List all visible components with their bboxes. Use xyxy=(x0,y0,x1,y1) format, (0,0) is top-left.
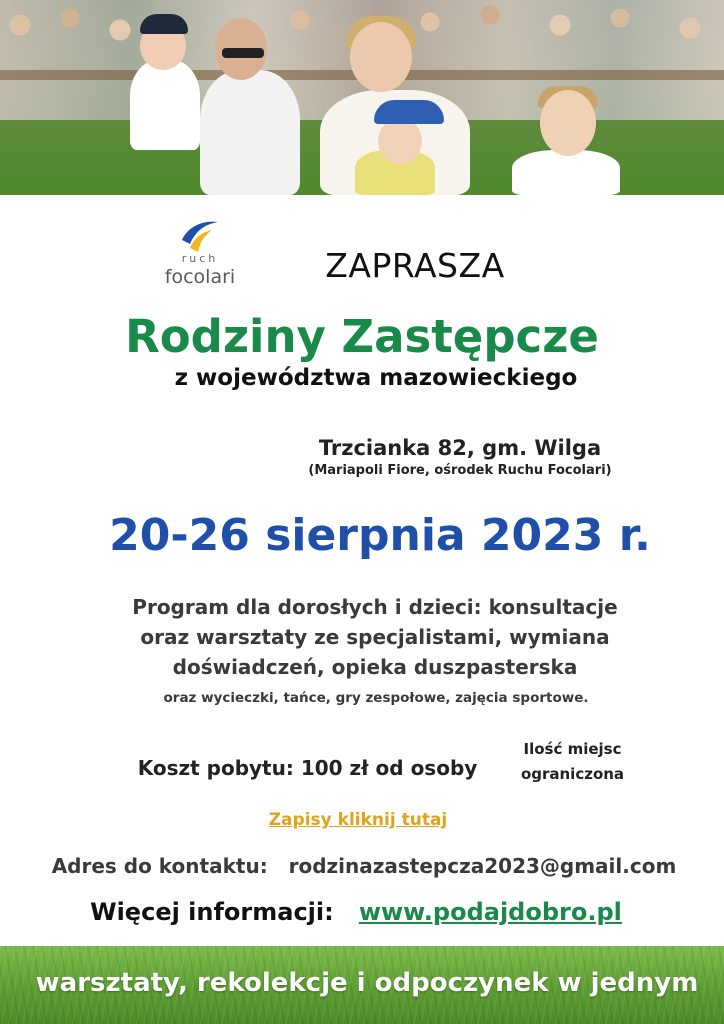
program-line: oraz warsztaty ze specjalistami, wymiana xyxy=(140,625,610,649)
website-link[interactable]: www.podajdobro.pl xyxy=(358,898,622,926)
boy-figure-white-shirt xyxy=(512,150,620,195)
program-description xyxy=(90,592,660,682)
location-address: Trzcianka 82, gm. Wilga xyxy=(318,436,602,460)
page-title: Rodziny Zastępcze xyxy=(125,310,599,363)
woman-head xyxy=(350,22,412,92)
invite-heading: ZAPRASZA xyxy=(325,246,505,285)
contact-line xyxy=(0,854,724,878)
footer-grass-banner xyxy=(0,946,724,1024)
boy-blue-cap xyxy=(374,100,444,124)
boy-head-smiling xyxy=(540,90,596,156)
boy-head-blue-cap xyxy=(378,118,422,164)
logo-focolari-text: focolari xyxy=(164,266,236,288)
focolari-logo xyxy=(158,216,242,296)
more-info-label: Więcej informacji: xyxy=(90,898,334,926)
sunglasses xyxy=(222,48,264,58)
contact-label: Adres do kontaktu: xyxy=(51,854,268,878)
cost-info: Koszt pobytu: 100 zł od osoby xyxy=(137,756,478,780)
program-line: doświadczeń, opieka duszpasterska xyxy=(172,655,578,679)
header-photo xyxy=(0,0,724,195)
focolari-logo-mark-icon xyxy=(178,218,222,254)
logo-ruch-text: ruch xyxy=(181,252,219,265)
more-info-line xyxy=(0,898,712,926)
toddler-figure xyxy=(130,60,200,150)
seats-line: ograniczona xyxy=(520,765,625,783)
toddler-cap xyxy=(140,14,188,34)
man-figure xyxy=(200,70,300,195)
signup-link[interactable]: Zapisy kliknij tutaj xyxy=(268,810,448,830)
program-line: Program dla dorosłych i dzieci: konsultacje xyxy=(132,595,618,619)
footer-tagline: warsztaty, rekolekcje i odpoczynek w jednym xyxy=(35,968,699,998)
event-dates: 20-26 sierpnia 2023 r. xyxy=(109,510,651,561)
program-extra: oraz wycieczki, tańce, gry zespołowe, zajęcia sportowe. xyxy=(163,690,589,706)
page-subtitle: z województwa mazowieckiego xyxy=(174,365,578,391)
location-note: (Mariapoli Fiore, ośrodek Ruchu Focolari) xyxy=(308,463,612,478)
contact-email-link[interactable]: rodzinazastepcza2023@gmail.com xyxy=(288,854,677,878)
seats-line: Ilość miejsc xyxy=(523,740,622,758)
seats-limited-note xyxy=(500,737,645,787)
